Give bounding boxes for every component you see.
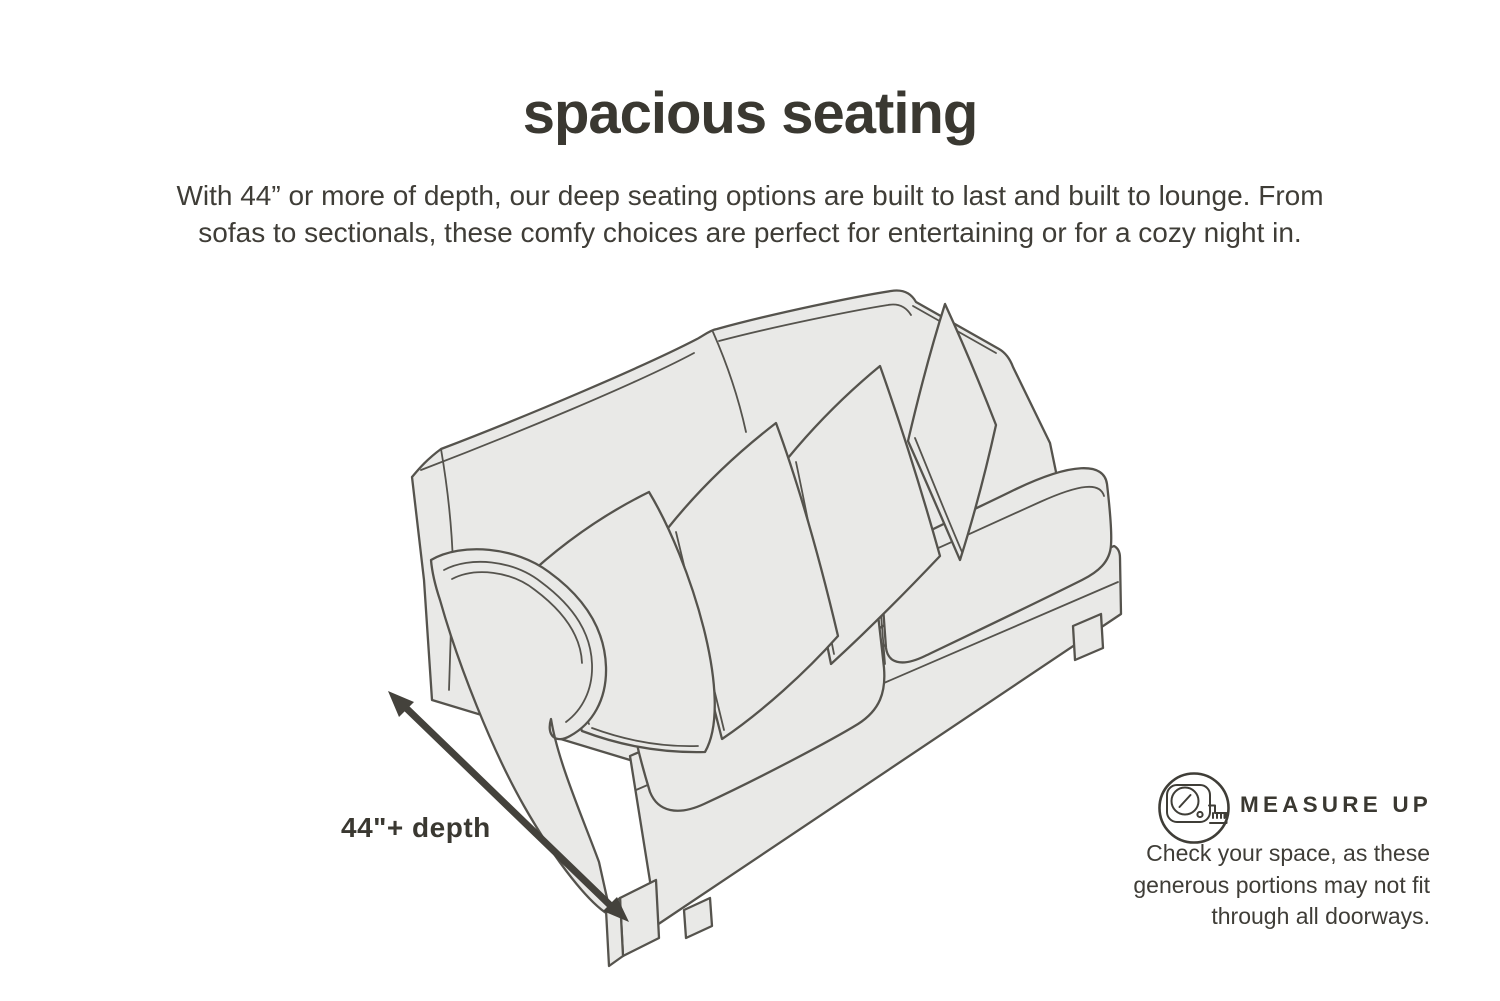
- measure-up-heading: MEASURE UP: [1240, 792, 1433, 817]
- intro-line-1: With 44” or more of depth, our deep seating options are built to last and built to lounge. From: [176, 180, 1324, 211]
- note-line-1: Check your space, as these: [1146, 840, 1430, 866]
- measure-up-note: [1100, 838, 1430, 933]
- intro-line-2: sofas to sectionals, these comfy choices are perfect for entertaining or for a cozy night in.: [198, 217, 1302, 248]
- note-line-3: through all doorways.: [1211, 903, 1430, 929]
- tape-measure-icon: [1156, 770, 1232, 846]
- note-line-2: generous portions may not fit: [1133, 871, 1430, 898]
- depth-label: 44"+ depth: [341, 812, 491, 843]
- page-title: spacious seating: [522, 81, 978, 146]
